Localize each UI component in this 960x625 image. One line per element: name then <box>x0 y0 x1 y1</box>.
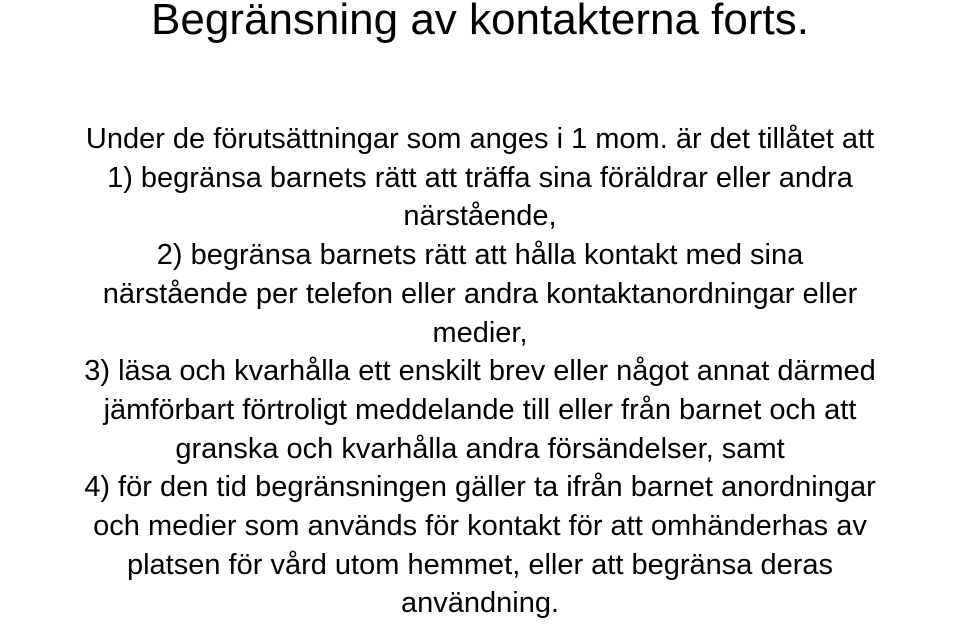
body-line: granska och kvarhålla andra försändelser, samt <box>175 432 785 465</box>
slide-body <box>0 120 960 623</box>
body-line: 2) begränsa barnets rätt att hålla kontakt med sina <box>156 239 804 272</box>
body-line: 3) läsa och kvarhålla ett enskilt brev eller något annat därmed <box>84 355 876 388</box>
body-line: 4) för den tid begränsningen gäller ta ifrån barnet anordningar <box>84 471 876 504</box>
body-line: användning. <box>400 587 560 620</box>
body-line: och medier som används för kontakt för att omhänderhas av <box>93 510 867 543</box>
body-line: 1) begränsa barnets rätt att träffa sina föräldrar eller andra <box>107 161 853 194</box>
body-line: jämförbart förtroligt meddelande till eller från barnet och att <box>103 393 857 426</box>
body-line: platsen för vård utom hemmet, eller att begränsa deras <box>126 548 834 581</box>
slide-title: Begränsning av kontakterna forts. <box>151 0 809 44</box>
body-line: medier, <box>432 316 528 349</box>
body-line: närstående per telefon eller andra kontaktanordningar eller <box>102 277 858 310</box>
body-line: närstående, <box>403 200 557 233</box>
body-line: Under de förutsättningar som anges i 1 mom. är det tillåtet att <box>85 123 875 155</box>
